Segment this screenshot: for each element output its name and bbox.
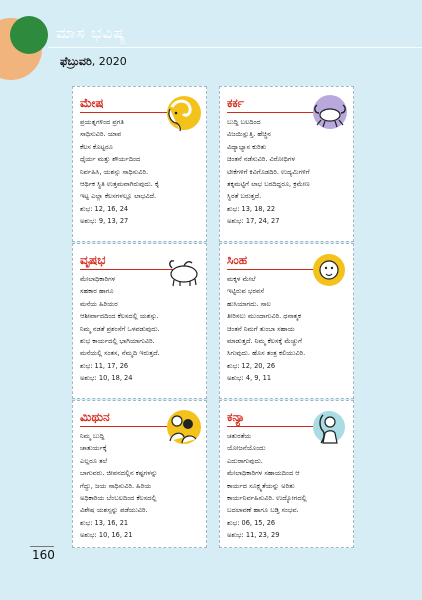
maiden-icon: [309, 407, 349, 447]
horoscope-card-karka: [219, 86, 354, 242]
date-month: ಫೆಬ್ರುವರಿ: [60, 55, 92, 68]
date-year: , 2020: [91, 55, 127, 68]
lucky-dates: ಶುಭ: 13, 16, 21: [80, 518, 129, 527]
header-divider: [48, 47, 422, 48]
sign-text-line: ಹುಸಿಯಾಗದು. ಸಾಲ: [227, 299, 271, 308]
sign-text-line: ಬುದ್ದಿ ಬಲದಿಂದ: [227, 118, 261, 126]
sign-title: ಸಿಂಹ: [227, 253, 323, 270]
page-number: 160: [32, 548, 55, 562]
sign-text-line: ನಿರ್ವಹಿಸಿ, ಯಶಸ್ಸು ಸಾಧಿಸುವಿರಿ.: [80, 167, 149, 176]
sign-title: ಮಿಥುನ: [80, 410, 176, 427]
sign-text-line: ಸ್ಥಿರತೆ ಬರುತ್ತದೆ.: [227, 192, 262, 201]
sign-text-line: ಇಟ್ಟ ಎಲ್ಲಾ ಕೆಲಸಗಳಲ್ಲೂ ಲಾಭವಿದೆ.: [80, 192, 157, 201]
sign-text-line: ಮನೆಯಲ್ಲಿ ಸಂತಸ, ನೆಮ್ಮದಿ ಇರುತ್ತದೆ.: [80, 349, 160, 358]
lucky-dates: ಶುಭ: 13, 18, 22: [227, 204, 276, 213]
sign-text-line: ವಿದ್ಯಾಭ್ಯಾಸ ಕುರಿತು: [227, 142, 267, 151]
sign-title: ಕರ್ಕ: [227, 96, 323, 113]
sign-text-line: ಸಹಕಾರ ಹಾಗೂ: [80, 287, 114, 296]
sign-text-line: ಮೇಲಾಧಿಕಾರಿಗಳ: [80, 275, 116, 283]
sign-text-line: ಬಾಗುವರು. ಜೀವನದಲ್ಲಿನ ಕಷ್ಟಗಳನ್ನು: [80, 469, 158, 478]
sign-text-line: ಮಾಡುತ್ತದೆ. ನಿಮ್ಮ ಕೆಲಸಕ್ಕೆ ಮೆಚ್ಚುಗೆ: [227, 337, 302, 346]
horoscope-card-mesha: [72, 86, 207, 242]
sign-text-line: ಗೆದ್ದು, ಜಯ ಸಾಧಿಸುವಿರಿ. ಹಿರಿಯ: [80, 481, 152, 490]
decorative-green-circle: [10, 16, 48, 54]
horoscope-card-mithuna: [72, 400, 207, 548]
unlucky-dates: ಅಶುಭ: 4, 9, 11: [227, 374, 272, 383]
unlucky-dates: ಅಶುಭ: 11, 23, 29: [227, 531, 280, 540]
sign-text-line: ಪ್ರಯತ್ನಗಳಿಂದ ಪ್ರಗತಿ: [80, 118, 124, 126]
horoscope-card-simha: [219, 243, 354, 399]
sign-text-line: ತೀರಿಸಲು ಮುಂದಾಗುವಿರಿ. ಧನಾತ್ಮಕ: [227, 312, 301, 321]
sign-text-line: ಚಿಂತನೆ ನಡೆಸುವಿರಿ. ವಿರೋಧಿಗಳ: [227, 155, 296, 164]
sign-text-line: ಆಶೀರ್ವಾದದಿಂದ ಕೆಲಸದಲ್ಲಿ ಯಶಸ್ಸು.: [80, 312, 159, 321]
sign-text-line: ಕಾರ್ಯದ ಸೂಕ್ಷ್ಮತೆಯನ್ನು ಅರಿತು: [227, 481, 295, 490]
lion-icon: [309, 250, 349, 290]
sign-text-line: ಇಟ್ಟಿರುವ ಭರವಸೆ: [227, 287, 264, 296]
sign-text-line: ಚಿಂತನೆ ನಿಮಗೆ ತುಂಬಾ ಸಹಾಯ: [227, 324, 295, 333]
sign-text-line: ಧೈರ್ಯ ಮತ್ತು ಶೌರ್ಯದಿಂದ: [80, 155, 141, 164]
sign-text-line: ಸಿಗುವುದು. ಹೊಸ ತಂತ್ರ ಕಲಿಯುವಿರಿ.: [227, 349, 306, 358]
lucky-dates: ಶುಭ: 06, 15, 26: [227, 518, 276, 527]
unlucky-dates: ಅಶುಭ: 10, 16, 21: [80, 531, 133, 540]
lucky-dates: ಶುಭ: 12, 16, 24: [80, 204, 129, 213]
unlucky-dates: ಅಶುಭ: 17, 24, 27: [227, 217, 280, 226]
sign-text-line: ಟೀಕೆಗಳಿಗೆ ಕಿವಿಗೊಡದಿರಿ. ಉದ್ಯಮಿಗಳಿಗೆ: [227, 167, 310, 176]
lucky-dates: ಶುಭ: 12, 20, 26: [227, 361, 276, 370]
sign-text-line: ವಿಶೇಷ ಯಶಸ್ಸನ್ನು ಪಡೆಯುವಿರಿ.: [80, 506, 148, 515]
sign-text-line: ಅಧಿಕಾರಿಯ ಬೆಂಬಲದಿಂದ ಕೆಲಸದಲ್ಲಿ: [80, 494, 157, 503]
sign-text-line: ನಿಮ್ಮ ಬುದ್ದಿ: [80, 432, 105, 440]
sign-text-line: ವಿಜಯಿಸ್ಲುತ್ತಿ. ಹೆಚ್ಚಿನ: [227, 130, 271, 139]
unlucky-dates: ಅಶುಭ: 10, 18, 24: [80, 374, 133, 383]
lucky-dates: ಶುಭ: 11, 17, 26: [80, 361, 129, 370]
sign-title: ಮೇಷ: [80, 96, 176, 113]
ram-icon: [162, 93, 202, 133]
twins-icon: [162, 407, 202, 447]
sign-title: ಕನ್ಯಾ: [227, 410, 323, 427]
bull-icon: [162, 250, 202, 290]
horoscope-card-kanya: [219, 400, 354, 548]
sign-title: ವೃಷಭ: [80, 253, 176, 270]
unlucky-dates: ಅಶುಭ: 9, 13, 27: [80, 217, 129, 226]
sign-text-line: ಚಾತುರ್ಯಕ್ಕೆ: [80, 444, 107, 453]
sign-text-line: ಶುಭ ಕಾರ್ಯದಲ್ಲಿ ಭಾಗಿಯಾಗುವಿರಿ.: [80, 337, 155, 346]
sign-text-line: ಕಾರ್ಯನಿರ್ವಹಿಸುವಿರಿ. ಉದ್ಯೋಗದಲ್ಲಿ: [227, 494, 307, 503]
sign-text-line: ನಿಮ್ಮ ನಡತೆ ಪ್ರಶಂಸೆಗೆ ಒಳಪಡುವುದು.: [80, 324, 160, 333]
sign-text-line: ತಕ್ಕಮಟ್ಟಿಗೆ ಲಾಭ ಬರದಿದ್ದರೂ, ಕ್ರಮೇಣ: [227, 180, 310, 189]
sign-text-line: ಸಾಧಿಸುವಿರಿ. ಯಾವ: [80, 130, 122, 139]
horoscope-card-vrishabha: [72, 243, 207, 399]
sign-text-line: ಯೋಜನೆಯೊಂದು: [227, 444, 266, 453]
sign-text-line: ಎದುರಾಗುವುದು.: [227, 456, 263, 465]
sign-text-line: ಚತುರತೆಯ: [227, 432, 252, 440]
date-line: [60, 55, 127, 69]
sign-text-line: ಮಕ್ಕಳ ಮೇಲೆ: [227, 275, 256, 283]
page-title: ಮಾಸ ಭವಿಷ್ಯ: [56, 24, 127, 42]
sign-text-line: ಎಲ್ಲರೂ ತಲೆ: [80, 456, 108, 465]
sign-text-line: ಕೆಲಸ ಕೊಟ್ಟರೂ: [80, 142, 113, 151]
sign-text-line: ಆರ್ಥಿಕ ಸ್ಥಿತಿ ಉತ್ತಮವಾಗಿರುವುದು. ಕೈ: [80, 180, 160, 189]
footer-divider: [30, 546, 54, 547]
sign-text-line: ಮನೆಯ ಹಿರಿಯರ: [80, 299, 118, 308]
sign-text-line: ಬದಲಾವಣೆ ಹಾಗೂ ಬಡ್ತಿ ಸಂಭವ.: [227, 506, 299, 515]
sign-text-line: ಮೇಲಾಧಿಕಾರಿಗಳ ಸಹಾಯದಿಂದ ಆ: [227, 469, 300, 478]
crab-icon: [309, 93, 349, 133]
